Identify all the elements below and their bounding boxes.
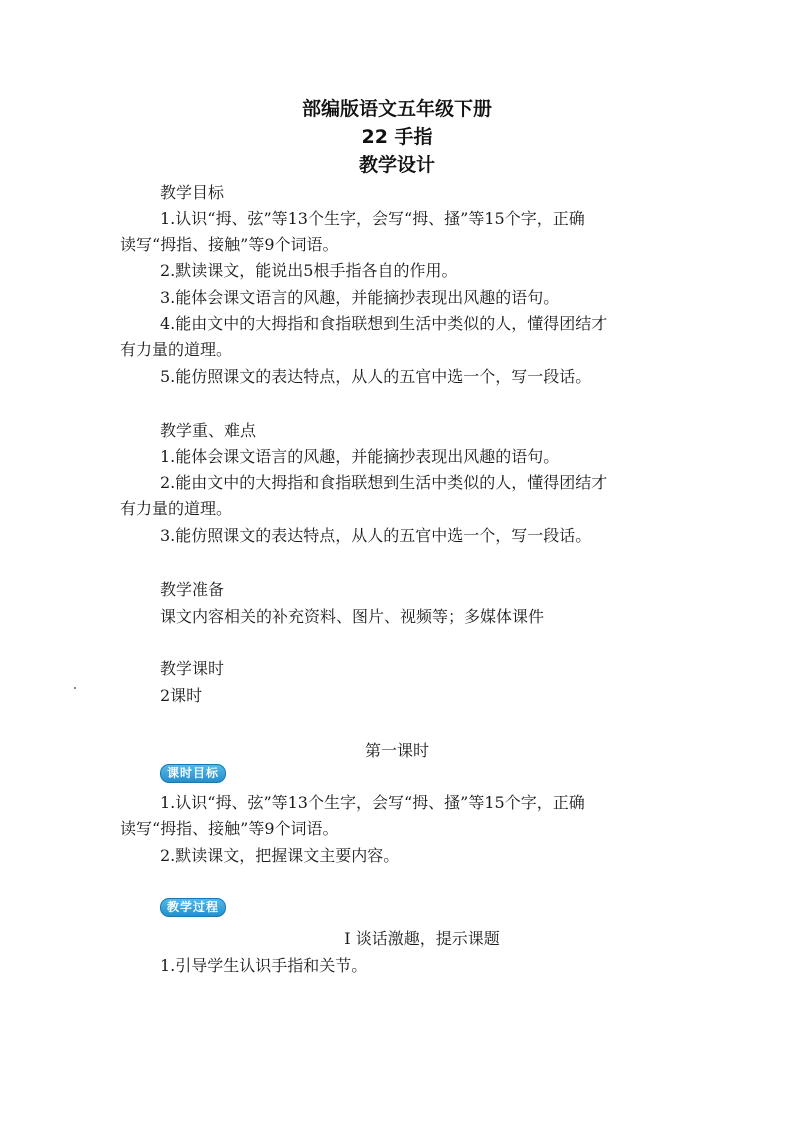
lesson-goal-1-line-2: 读写“拇指、接触”等9个词语。 <box>120 819 339 838</box>
key-point-3: 3.能仿照课文的表达特点，从人的五官中选一个，写一段话。 <box>160 526 592 545</box>
stray-mark <box>74 687 76 689</box>
goal-item-4-line-2: 有力量的道理。 <box>120 340 233 359</box>
lesson-goal-1-line-1: 1.认识“拇、弦”等13个生字，会写“拇、搔”等15个字，正确 <box>160 793 585 812</box>
doc-title-design: 教学设计 <box>358 154 435 176</box>
goals-heading: 教学目标 <box>160 183 225 202</box>
lesson-goal-2: 2.默读课文，把握课文主要内容。 <box>160 846 400 865</box>
goal-item-1-line-1: 1.认识“拇、弦”等13个生字，会写“拇、搔”等15个字，正确 <box>160 209 585 228</box>
key-point-2-line-1: 2.能由文中的大拇指和食指联想到生活中类似的人，懂得团结才 <box>160 473 608 492</box>
goal-item-2: 2.默读课文，能说出5根手指各自的作用。 <box>160 261 458 280</box>
process-step-1: 1.引导学生认识手指和关节。 <box>160 956 368 975</box>
goal-item-3: 3.能体会课文语言的风趣，并能摘抄表现出风趣的语句。 <box>160 288 560 307</box>
preparation-heading: 教学准备 <box>160 580 225 599</box>
teaching-process-badge: 教学过程 <box>160 898 226 917</box>
lesson-goals-badge: 课时目标 <box>160 764 226 783</box>
goal-item-4-line-1: 4.能由文中的大拇指和食指联想到生活中类似的人，懂得团结才 <box>160 314 608 333</box>
goal-item-1-line-2: 读写“拇指、接触”等9个词语。 <box>120 235 339 254</box>
key-points-heading: 教学重、难点 <box>160 421 257 440</box>
doc-title-lesson: 22 手指 <box>361 126 433 148</box>
key-point-1: 1.能体会课文语言的风趣，并能摘抄表现出风趣的语句。 <box>160 447 560 466</box>
doc-title-book: 部编版语文五年级下册 <box>301 98 492 120</box>
duration-heading: 教学课时 <box>160 659 225 678</box>
key-point-2-line-2: 有力量的道理。 <box>120 499 233 518</box>
lesson-one-title: 第一课时 <box>364 741 429 760</box>
duration-text: 2课时 <box>160 686 203 705</box>
goal-item-5: 5.能仿照课文的表达特点，从人的五官中选一个，写一段话。 <box>160 367 592 386</box>
preparation-text: 课文内容相关的补充资料、图片、视频等；多媒体课件 <box>160 607 545 626</box>
section-heading: Ⅰ 谈话激趣，提示课题 <box>344 929 500 948</box>
